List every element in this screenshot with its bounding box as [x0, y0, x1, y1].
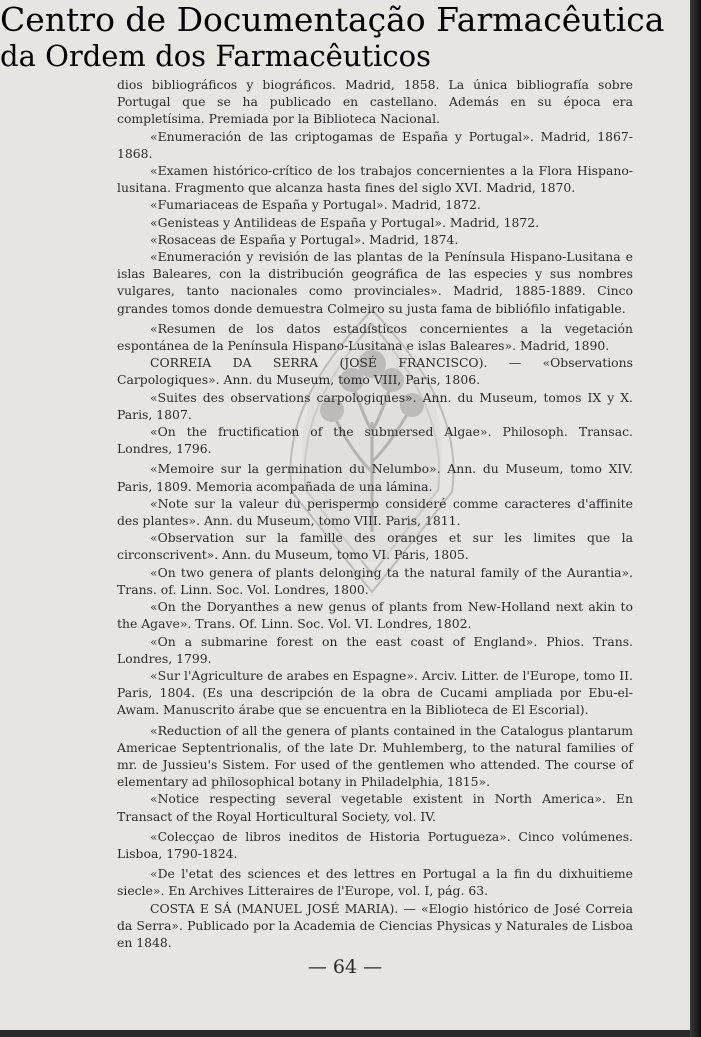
bibliography-entry: «Suites des observations carpologiques». Ann. du Museum, tomos IX y X. Paris, 1807.: [117, 389, 633, 422]
bibliography-entry: «Notice respecting several vegetable existent in North America». En Transact of the Royal Horticultural Society, vol. IV.: [117, 791, 633, 824]
bibliography-entry: «Rosaceas de España y Portugal». Madrid, 1874.: [150, 231, 459, 247]
page-number: — 64 —: [307, 956, 383, 978]
bibliography-entry: «Enumeración de las criptogamas de España y Portugal». Madrid, 1867-1868.: [117, 128, 633, 161]
bibliography-entry: «Memoire sur la germination du Nelumbo». Ann. du Museum, tomo XIV. Paris, 1809. Memoria acompañada de una lámina.: [117, 461, 633, 494]
bibliography-entry: «Observation sur la famille des oranges et sur les limites que la circonscrivent». Ann. du Museum, tomo VI. Paris, 1805.: [117, 530, 633, 563]
bibliography-entry: «Enumeración y revisión de las plantas de la Península Hispano-Lusitana e islas Baleares, con la distribución geográfica de las especies y sus nombres vulgares, tanto nacionales como provinciales». Madrid, 1885-1889. Cinco grandes tomos donde demuestra Colmeiro su justa fama de bibliófilo infatigable.: [117, 249, 633, 316]
bibliography-entry: «On the fructification of the submersed Algae». Philosoph. Transac. Londres, 1796.: [117, 424, 633, 457]
author-heading-entry: CORREIA DA SERRA (JOSÉ FRANCISCO). — «Observations Carpologiques». Ann. du Museum, tomo VIII, Paris, 1806.: [117, 355, 633, 388]
watermark-line-2: da Ordem dos Farmacêuticos: [0, 39, 431, 73]
author-heading-entry: COSTA E SÁ (MANUEL JOSÉ MARIA). — «Elogio histórico de José Correia da Serra». Publicado por la Academia de Ciencias Physicas y Naturales de Lisboa en 1848.: [117, 900, 633, 950]
bibliography-entry: «On a submarine forest on the east coast of England». Phios. Trans. Londres, 1799.: [117, 633, 633, 666]
bibliography-entry: «De l'etat des sciences et des lettres en Portugal a la fin du dixhuitieme siecle». En Archives Litteraires de l'Europe, vol. I, pág. 63.: [117, 866, 633, 899]
bibliography-entry: «Note sur la valeur du perispermo consideré comme caracteres d'affinite des plantes». Ann. du Museum, tomo VIII. Paris, 1811.: [117, 495, 633, 529]
bibliography-entry: «Genisteas y Antilideas de España y Portugal». Madrid, 1872.: [150, 214, 540, 230]
bibliography-entry: «Fumariaceas de España y Portugal». Madrid, 1872.: [150, 197, 481, 213]
bibliography-entry: «Resumen de los datos estadísticos concernientes a la vegetación espontánea de la Península Hispano-Lusitana e islas Baleares». Madrid, 1890.: [117, 320, 633, 354]
entry-continuation: dios bibliográficos y biográficos. Madrid, 1858. La única bibliografía sobre Portugal que se ha publicado en castellano. Además en su época era completísima. Premiada por la Biblioteca Nacional.: [117, 77, 633, 127]
bibliography-entry: «On two genera of plants delonging ta the natural family of the Aurantia». Trans. of. Linn. Soc. Vol. Londres, 1800.: [117, 564, 633, 597]
bibliography-entry: «On the Doryanthes a new genus of plants from New-Holland next akin to the Agave». Trans. Of. Linn. Soc. Vol. VI. Londres, 1802.: [117, 599, 633, 632]
bibliography-text: [117, 76, 633, 951]
scan-edge-right: [690, 0, 701, 1037]
scan-edge-bottom: [0, 1030, 690, 1037]
bibliography-entry: «Examen histórico-crítico de los trabajos concernientes a la Flora Hispano-lusitana. Fragmento que alcanza hasta fines del siglo XVI. Madrid, 1870.: [117, 163, 633, 196]
bibliography-entry: «Colecçao de libros ineditos de Historia Portugueza». Cinco volúmenes. Lisboa, 1790-1824.: [117, 828, 633, 861]
bibliography-entry: «Reduction of all the genera of plants contained in the Catalogus plantarum Americae Septentrionalis, of the late Dr. Muhlemberg, to the natural families of mr. de Jussieu's Sistem. For used of the gentlemen who attended. The course of elementary ad philosophical botany in Philadelphia, 1815».: [117, 722, 633, 790]
bibliography-entry: «Sur l'Agriculture de arabes en Espagne». Arciv. Litter. de l'Europe, tomo II. Paris, 1804. (Es una descripción de la obra de Cucami ampliada por Ebu-el- Awam. Manuscrito árabe que se encuentra en la Biblioteca de El Escorial).: [117, 667, 633, 718]
watermark-line-1: Centro de Documentação Farmacêutica: [0, 0, 665, 39]
